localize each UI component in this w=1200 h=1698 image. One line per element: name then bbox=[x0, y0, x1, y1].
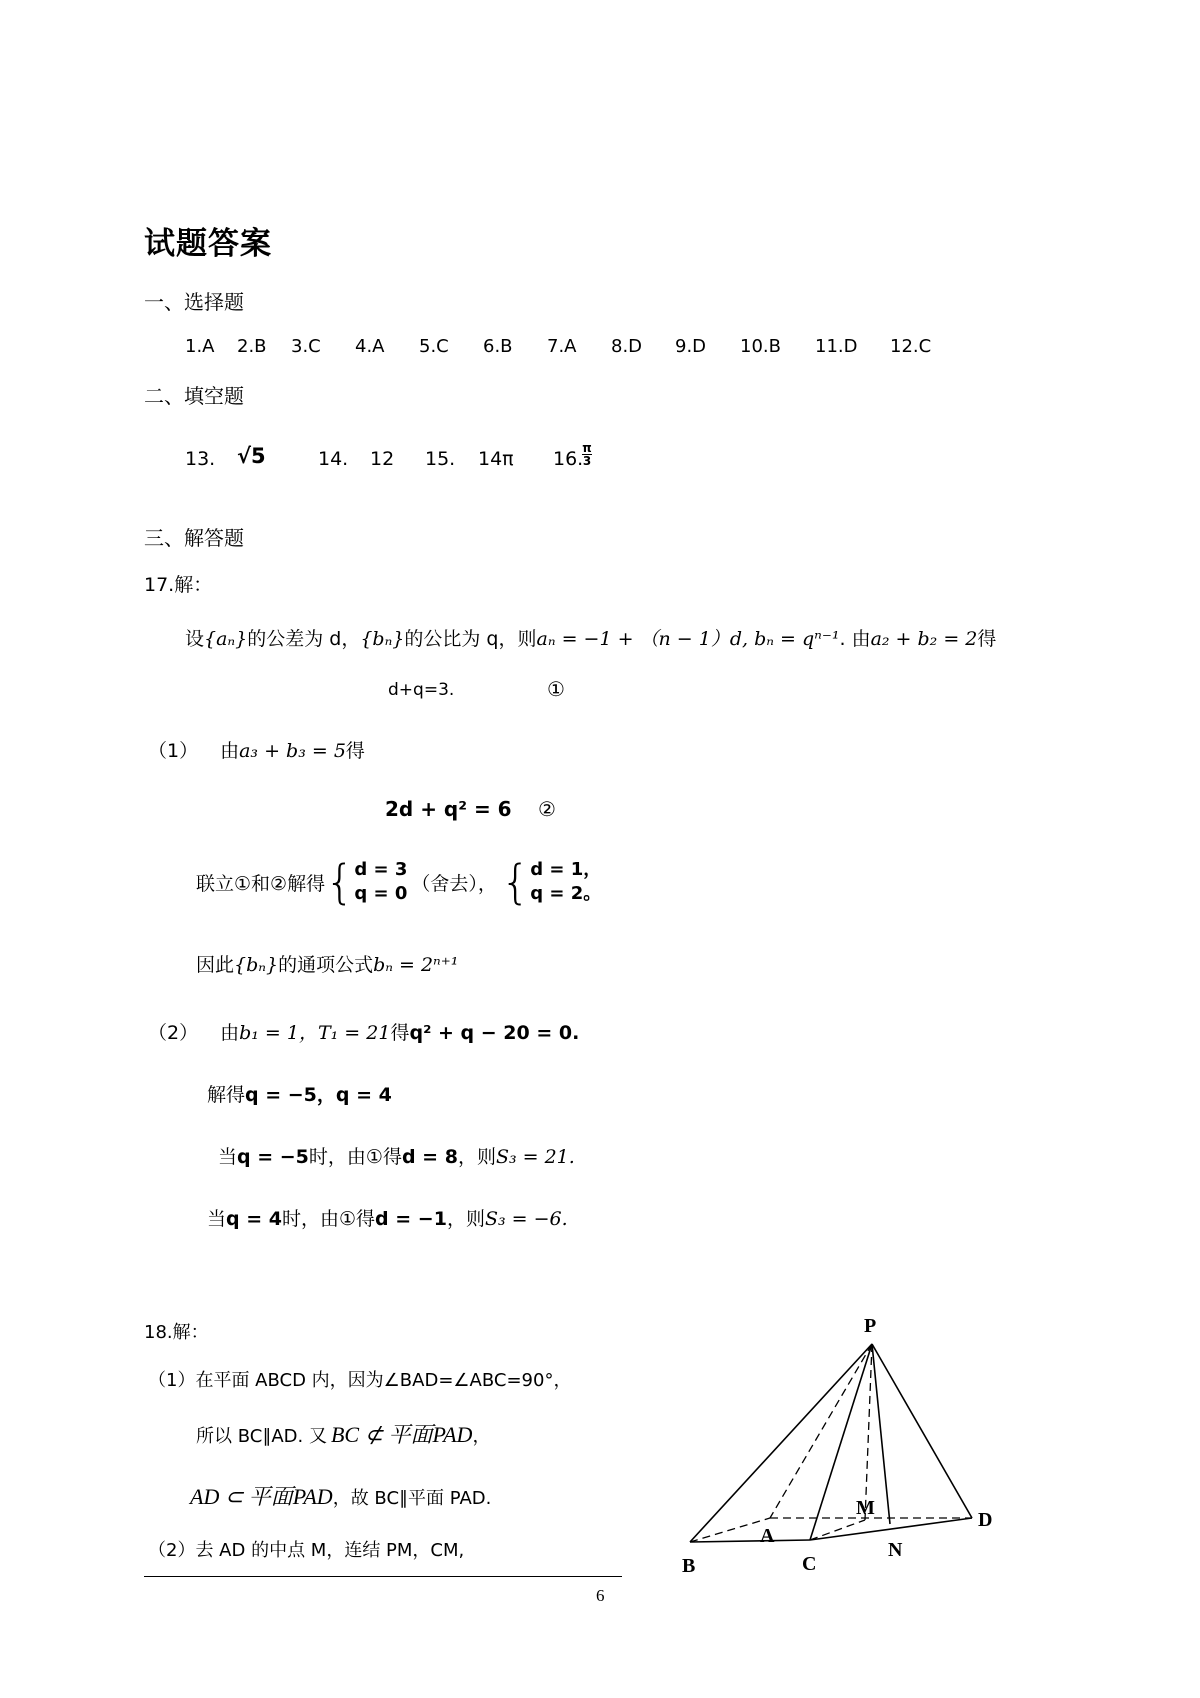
text: . 由 bbox=[839, 628, 871, 650]
text: 所以 BC∥AD. 又 bbox=[196, 1426, 327, 1447]
formula: bₙ = 2ⁿ⁺¹ bbox=[373, 954, 459, 976]
formula: aₙ = −1 + （n − 1）d, bₙ = qⁿ⁻¹ bbox=[536, 628, 840, 650]
formula: q = −5，q = 4 bbox=[245, 1084, 392, 1106]
text: 时，由①得 bbox=[282, 1208, 376, 1230]
formula: q = −5 bbox=[237, 1146, 309, 1168]
page-title: 试题答案 bbox=[144, 226, 272, 262]
seq-b: {bₙ} bbox=[234, 954, 279, 976]
mcq-answer: 12.C bbox=[890, 336, 932, 357]
mcq-answer: 3.C bbox=[291, 336, 321, 357]
text: 当 bbox=[207, 1208, 227, 1230]
page-number: 6 bbox=[596, 1586, 605, 1605]
edge-PM bbox=[865, 1344, 872, 1520]
text: ，则 bbox=[457, 1146, 496, 1168]
text: 由 bbox=[220, 1022, 240, 1044]
text: 由 bbox=[220, 740, 240, 762]
sys-line: d = 3 bbox=[354, 859, 408, 880]
label-D: D bbox=[978, 1509, 993, 1531]
pyramid-figure bbox=[660, 1310, 1000, 1600]
sys-line: q = 2。 bbox=[530, 883, 602, 904]
solve-line bbox=[196, 855, 602, 909]
text: ， bbox=[472, 1426, 491, 1447]
system-2 bbox=[500, 855, 602, 909]
formula: q² + q − 20 = 0. bbox=[409, 1022, 580, 1044]
section-heading-choice: 一、选择题 bbox=[144, 290, 244, 314]
part-2-line bbox=[148, 1018, 579, 1045]
formula: d = 8 bbox=[401, 1146, 458, 1168]
text: 的通项公式 bbox=[278, 954, 374, 976]
label-C: C bbox=[802, 1553, 817, 1575]
formula: S₃ = 21. bbox=[495, 1146, 575, 1168]
equation-2-mark: ② bbox=[538, 797, 556, 821]
problem-18-line2 bbox=[196, 1418, 490, 1449]
formula: b₁ = 1，T₁ = 21 bbox=[239, 1022, 391, 1044]
text: 联立①和②解得 bbox=[196, 872, 326, 895]
q13-label: 13. bbox=[185, 448, 216, 470]
mcq-answer: 8.D bbox=[611, 336, 643, 357]
equation-1-mark: ① bbox=[547, 677, 565, 701]
problem-18-line4: （2）去 AD 的中点 M，连结 PM，CM, bbox=[148, 1540, 465, 1561]
brace-icon: { bbox=[325, 855, 355, 909]
text: 解得 bbox=[207, 1084, 246, 1106]
formula: q = 4 bbox=[226, 1208, 282, 1230]
sys-line: q = 0 bbox=[354, 883, 408, 904]
sys-line: d = 1， bbox=[530, 859, 602, 880]
problem-18-line1: （1）在平面 ABCD 内，因为∠BAD=∠ABC=90°， bbox=[148, 1370, 572, 1391]
mcq-answer: 4.A bbox=[355, 336, 385, 357]
formula: S₃ = −6. bbox=[484, 1208, 568, 1230]
problem-18-heading: 18.解： bbox=[144, 1322, 209, 1343]
mcq-answer: 10.B bbox=[740, 336, 781, 357]
problem-17-line1 bbox=[185, 624, 996, 651]
q14-value: 12 bbox=[370, 448, 395, 470]
label-M: M bbox=[856, 1497, 875, 1519]
edge-PA bbox=[770, 1344, 872, 1518]
text: 因此 bbox=[196, 954, 235, 976]
text: 得 bbox=[977, 628, 997, 650]
edge-BC bbox=[690, 1540, 810, 1542]
label-A: A bbox=[760, 1525, 775, 1547]
section-heading-solve: 三、解答题 bbox=[144, 526, 244, 550]
seq-b: {bₙ} bbox=[360, 628, 405, 650]
q15-value: 14π bbox=[478, 448, 514, 470]
section-heading-fill: 二、填空题 bbox=[144, 384, 244, 408]
case-1-line bbox=[218, 1142, 575, 1169]
part-label: （1） bbox=[148, 740, 199, 762]
formula: a₃ + b₃ = 5 bbox=[239, 740, 346, 762]
text: 得 bbox=[345, 740, 365, 762]
text: 的公比为 q，则 bbox=[404, 628, 537, 650]
q13-value: √5 bbox=[237, 444, 266, 468]
part-1-line bbox=[148, 736, 365, 763]
q14-label: 14. bbox=[318, 448, 349, 470]
mcq-answer: 9.D bbox=[675, 336, 707, 357]
text: 设 bbox=[185, 628, 205, 650]
text: 当 bbox=[218, 1146, 238, 1168]
formula: d = −1 bbox=[375, 1208, 447, 1230]
system-1 bbox=[325, 855, 408, 909]
equation-1: d+q=3. bbox=[388, 680, 455, 700]
formula: AD ⊂ 平面PAD bbox=[190, 1484, 333, 1509]
edge-CD bbox=[810, 1518, 972, 1540]
formula: BC ⊄ 平面PAD bbox=[330, 1422, 473, 1447]
edge-PB bbox=[690, 1344, 872, 1542]
mcq-answer: 2.B bbox=[237, 336, 267, 357]
seq-a: {aₙ} bbox=[204, 628, 248, 650]
mcq-answer: 11.D bbox=[815, 336, 858, 357]
text: ，则 bbox=[446, 1208, 485, 1230]
general-formula-line bbox=[196, 950, 458, 977]
formula: a₂ + b₂ = 2 bbox=[870, 628, 978, 650]
footer-rule bbox=[144, 1576, 622, 1577]
problem-18-line3 bbox=[190, 1480, 491, 1511]
text: 时，由①得 bbox=[308, 1146, 402, 1168]
q16-denominator: 3 bbox=[582, 454, 592, 468]
mcq-answer: 1.A bbox=[185, 336, 215, 357]
q15-label: 15. bbox=[425, 448, 456, 470]
text: 得 bbox=[390, 1022, 410, 1044]
mcq-answer: 6.B bbox=[483, 336, 513, 357]
text: 的公差为 d， bbox=[247, 628, 361, 650]
case-2-line bbox=[207, 1204, 568, 1231]
text: ，故 BC∥平面 PAD. bbox=[332, 1488, 492, 1509]
problem-17-heading: 17.解： bbox=[144, 574, 213, 596]
q16-numerator: π bbox=[582, 441, 592, 455]
text: （舍去）， bbox=[411, 872, 497, 895]
label-B: B bbox=[682, 1555, 696, 1577]
q16-label: 16. bbox=[553, 448, 584, 470]
part-label: （2） bbox=[148, 1022, 199, 1044]
q16-fraction bbox=[582, 442, 592, 467]
label-P: P bbox=[864, 1315, 877, 1337]
mcq-answer: 7.A bbox=[547, 336, 577, 357]
equation-2: 2d + q² = 6 bbox=[385, 797, 512, 821]
brace-icon: { bbox=[500, 855, 531, 909]
mcq-answer: 5.C bbox=[419, 336, 449, 357]
label-N: N bbox=[888, 1539, 903, 1561]
solution-line bbox=[207, 1080, 392, 1107]
